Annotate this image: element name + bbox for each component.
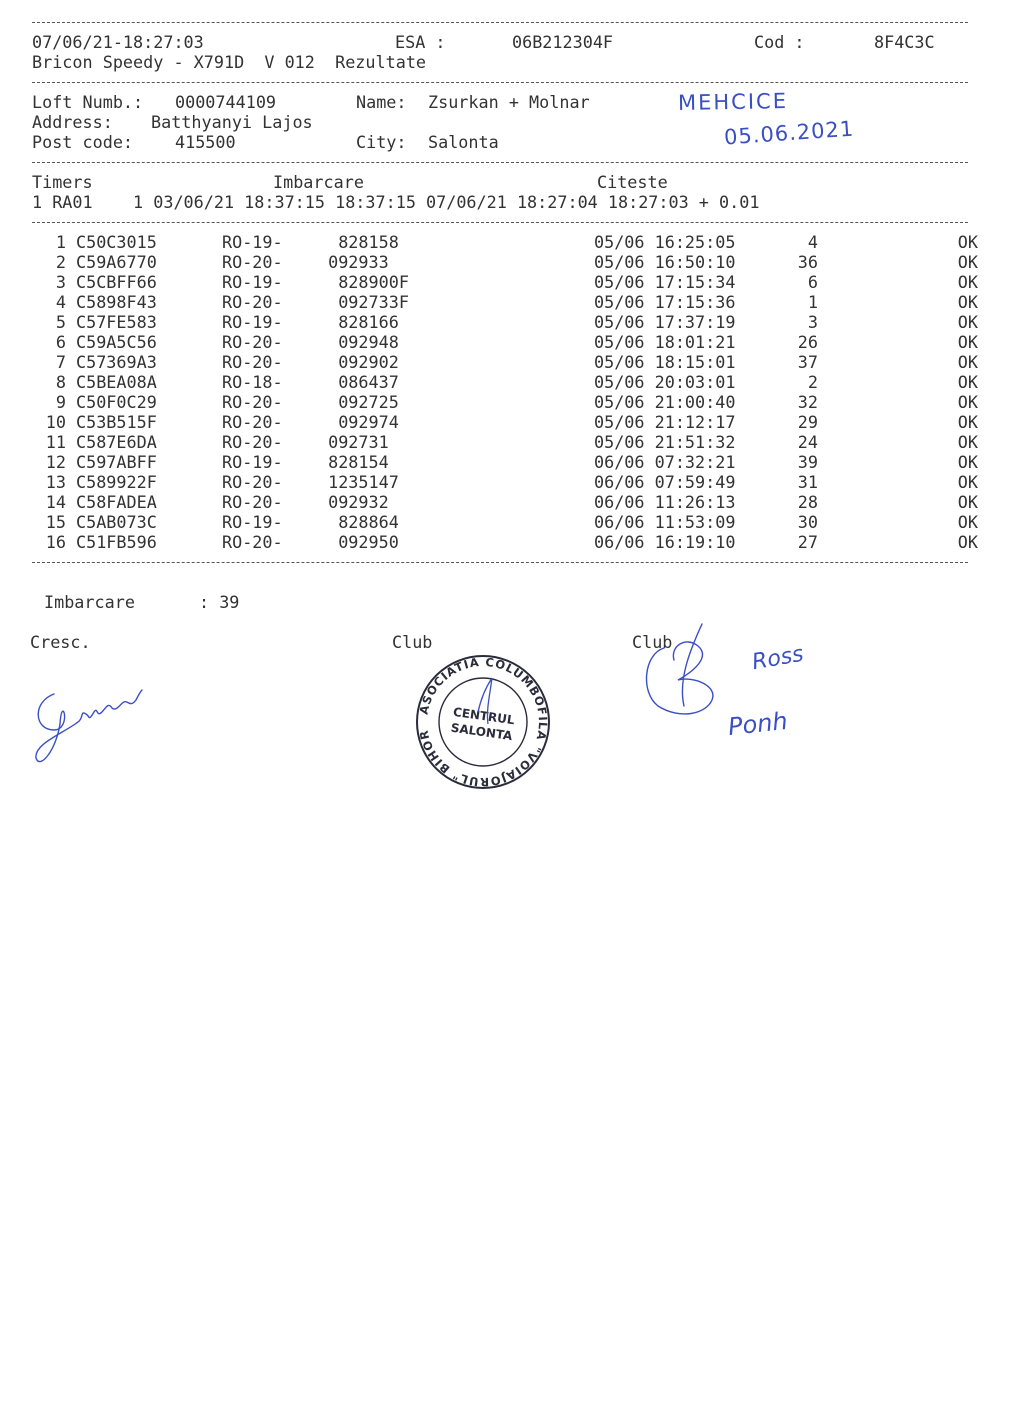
arrival-time: 06/06 11:26:13 [594,492,736,512]
table-row [32,352,978,372]
loft-number-label: Loft Numb.: [32,92,144,112]
arrival-time: 06/06 07:59:49 [594,472,736,492]
club-stamp [412,654,554,790]
imbarcare-header: Imbarcare [273,172,364,192]
ring-prefix: RO-20- [222,392,283,412]
table-row [32,252,978,272]
esa-value: 06B212304F [512,32,614,52]
cresc-label: Cresc. [30,632,91,652]
ring-prefix: RO-20- [222,532,283,552]
ring-number: 828158 [318,232,399,252]
chip-id: C5BEA08A [76,372,157,392]
table-row [32,452,978,472]
ring-prefix: RO-19- [222,272,283,292]
ring-number: 092950 [318,532,399,552]
arrival-time: 05/06 17:37:19 [594,312,736,332]
loft-number-value: 0000744109 [175,92,277,112]
status: OK [957,512,978,532]
chip-id: C59A5C56 [76,332,157,352]
chip-id: C59A6770 [76,252,157,272]
club-label: Club [392,632,433,652]
arrival-time: 05/06 18:15:01 [594,352,736,372]
ring-number: 092902 [318,352,399,372]
table-row [32,272,978,292]
ring-number: 092733F [318,292,409,312]
arrival-time: 05/06 17:15:34 [594,272,736,292]
position: 6 [807,272,818,292]
imbarcare-total-label: Imbarcare [44,592,135,612]
chip-id: C589922F [76,472,157,492]
chip-id: C53B515F [76,412,157,432]
status: OK [957,372,978,392]
separator-line [32,562,968,563]
status: OK [957,272,978,292]
arrival-time: 06/06 16:19:10 [594,532,736,552]
results-table [32,232,978,552]
handwritten-date: 05.06.2021 [723,116,855,150]
ring-prefix: RO-20- [222,472,283,492]
ring-prefix: RO-19- [222,232,283,252]
position: 37 [797,352,818,372]
ring-prefix: RO-20- [222,292,283,312]
chip-id: C597ABFF [76,452,157,472]
table-row [32,492,978,512]
ring-number: 086437 [318,372,399,392]
address-value: Batthyanyi Lajos [151,112,313,132]
ring-prefix: RO-20- [222,412,283,432]
arrival-time: 06/06 11:53:09 [594,512,736,532]
ring-number: 092731 [318,432,389,452]
ring-prefix: RO-20- [222,332,283,352]
chip-id: C51FB596 [76,532,157,552]
separator-line [32,162,968,163]
status: OK [957,532,978,552]
ring-number: 092725 [318,392,399,412]
chip-id: C57369A3 [76,352,157,372]
timer-line: 1 RA01 1 03/06/21 18:37:15 18:37:15 07/06/21 18:27:04 18:27:03 + 0.01 [32,192,760,212]
status: OK [957,252,978,272]
status: OK [957,312,978,332]
stamp-center-2: SALONTA [449,720,514,744]
position: 1 [807,292,818,312]
arrival-time: 05/06 17:15:36 [594,292,736,312]
name-label: Name: [356,92,407,112]
row-index: 3 [55,272,66,292]
ring-prefix: RO-19- [222,512,283,532]
status: OK [957,452,978,472]
device-line: Bricon Speedy - X791D V 012 Rezultate [32,52,427,72]
postcode-value: 415500 [175,132,236,152]
chip-id: C50C3015 [76,232,157,252]
table-row [32,432,978,452]
stamp-center-1: CENTRUL [452,704,516,728]
table-row [32,472,978,492]
arrival-time: 05/06 16:25:05 [594,232,736,252]
row-index: 16 [45,532,66,552]
ring-prefix: RO-19- [222,312,283,332]
status: OK [957,232,978,252]
ring-prefix: RO-20- [222,432,283,452]
ring-number: 828864 [318,512,399,532]
position: 24 [797,432,818,452]
status: OK [957,352,978,372]
table-row [32,512,978,532]
arrival-time: 05/06 21:51:32 [594,432,736,452]
city-value: Salonta [428,132,499,152]
status: OK [957,472,978,492]
chip-id: C587E6DA [76,432,157,452]
table-row [32,532,978,552]
handwritten-place: MEHCICE [677,89,789,115]
chip-id: C50F0C29 [76,392,157,412]
ring-prefix: RO-20- [222,252,283,272]
ring-prefix: RO-20- [222,492,283,512]
arrival-time: 05/06 21:12:17 [594,412,736,432]
arrival-time: 05/06 16:50:10 [594,252,736,272]
row-index: 7 [55,352,66,372]
table-row [32,332,978,352]
ring-number: 828900F [318,272,409,292]
arrival-time: 05/06 20:03:01 [594,372,736,392]
status: OK [957,412,978,432]
esa-label: ESA : [395,32,446,52]
row-index: 6 [55,332,66,352]
separator-line [32,22,968,23]
chip-id: C58FADEA [76,492,157,512]
position: 32 [797,392,818,412]
table-row [32,392,978,412]
chip-id: C5898F43 [76,292,157,312]
citeste-header: Citeste [597,172,668,192]
position: 27 [797,532,818,552]
signature-club-1 [640,620,740,720]
arrival-time: 06/06 07:32:21 [594,452,736,472]
position: 3 [807,312,818,332]
ring-number: 092932 [318,492,389,512]
ring-number: 828154 [318,452,389,472]
position: 39 [797,452,818,472]
signature-club-2: Ross [750,641,806,676]
imbarcare-total-value: : 39 [199,592,240,612]
print-datetime: 07/06/21-18:27:03 [32,32,204,52]
row-index: 14 [45,492,66,512]
table-row [32,372,978,392]
row-index: 8 [55,372,66,392]
status: OK [957,392,978,412]
row-index: 2 [55,252,66,272]
name-value: Zsurkan + Molnar [428,92,590,112]
row-index: 9 [55,392,66,412]
signature-club-3: Ponh [726,706,789,742]
chip-id: C57FE583 [76,312,157,332]
position: 30 [797,512,818,532]
table-row [32,412,978,432]
position: 28 [797,492,818,512]
table-row [32,232,978,252]
row-index: 5 [55,312,66,332]
position: 26 [797,332,818,352]
table-row [32,292,978,312]
separator-line [32,82,968,83]
chip-id: C5CBFF66 [76,272,157,292]
position: 4 [807,232,818,252]
row-index: 12 [45,452,66,472]
position: 2 [807,372,818,392]
address-label: Address: [32,112,113,132]
table-row [32,312,978,332]
status: OK [957,332,978,352]
ring-number: 1235147 [318,472,399,492]
cod-value: 8F4C3C [874,32,935,52]
ring-number: 092974 [318,412,399,432]
ring-prefix: RO-19- [222,452,283,472]
ring-prefix: RO-20- [222,352,283,372]
status: OK [957,432,978,452]
row-index: 13 [45,472,66,492]
row-index: 15 [45,512,66,532]
status: OK [957,292,978,312]
position: 29 [797,412,818,432]
row-index: 11 [45,432,66,452]
position: 36 [797,252,818,272]
row-index: 1 [55,232,66,252]
ring-number: 092948 [318,332,399,352]
ring-number: 092933 [318,252,389,272]
city-label: City: [356,132,407,152]
arrival-time: 05/06 18:01:21 [594,332,736,352]
position: 31 [797,472,818,492]
postcode-label: Post code: [32,132,134,152]
ring-prefix: RO-18- [222,372,283,392]
ring-number: 828166 [318,312,399,332]
stamp-ring-text: ASOCIATIA COLUMBOFILA "VOIAJORUL" BIHOR [416,654,551,790]
row-index: 4 [55,292,66,312]
signature-cresc [32,672,152,772]
chip-id: C5AB073C [76,512,157,532]
separator-line [32,222,968,223]
arrival-time: 05/06 21:00:40 [594,392,736,412]
row-index: 10 [45,412,66,432]
timers-header: Timers [32,172,93,192]
cod-label: Cod : [754,32,805,52]
club-label-2: Club [632,632,673,652]
status: OK [957,492,978,512]
